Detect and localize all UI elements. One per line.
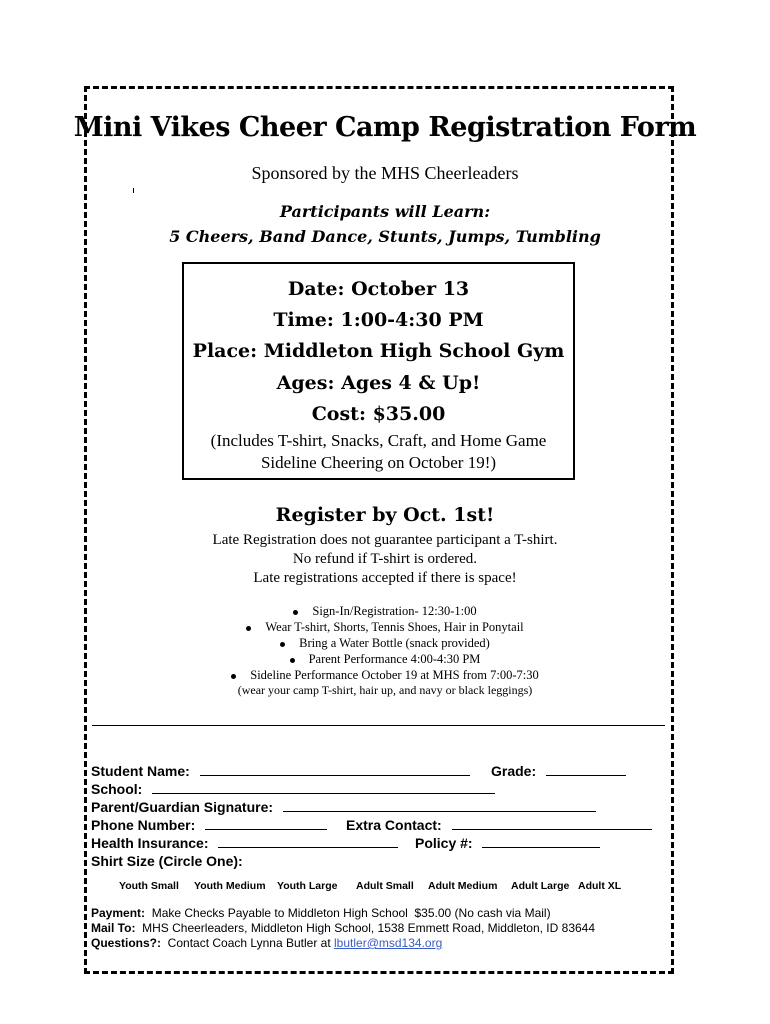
school-row [91,781,495,797]
questions-label: Questions?: [91,936,162,950]
health-insurance-row [91,835,398,851]
event-cost: Cost: $35.00 [311,403,446,425]
policy-label: Policy #: [415,835,473,851]
event-info-box [182,262,575,480]
cut-line [92,725,665,726]
cost-note [184,430,573,474]
parent-signature-row [91,799,596,815]
phone-label: Phone Number: [91,817,196,833]
policy-row [415,835,600,851]
parent-signature-field[interactable] [283,799,596,812]
list-item [0,635,770,651]
list-item [0,651,770,667]
register-heading: Register by Oct. 1st! [275,504,495,526]
extra-contact-field[interactable] [452,817,652,830]
event-date: Date: October 13 [287,278,470,300]
register-note-3: Late registrations accepted if there is space! [253,570,517,586]
phone-row [91,817,327,833]
register-note-2: No refund if T-shirt is ordered. [292,551,478,567]
shirt-size-label: Shirt Size (Circle One): [91,853,243,869]
stray-mark [133,188,134,193]
size-option-adult-medium[interactable]: Adult Medium [428,880,498,892]
event-time: Time: 1:00-4:30 PM [273,309,484,331]
size-option-youth-small[interactable]: Youth Small [119,880,179,892]
questions-line [91,936,442,950]
list-item-text: Parent Performance 4:00-4:30 PM [308,652,481,666]
event-ages: Ages: Ages 4 & Up! [276,372,481,394]
school-field[interactable] [152,781,495,794]
list-item-text: Sign-In/Registration- 12:30-1:00 [312,604,477,618]
grade-label: Grade: [491,763,537,779]
camp-details-list [0,603,770,683]
grade-field[interactable] [546,763,626,776]
mail-line [91,921,595,935]
mail-text: MHS Cheerleaders, Middleton High School, 1538 Emmett Road, Middleton, ID 83644 [135,921,596,935]
form-title: Mini Vikes Cheer Camp Registration Form [73,112,697,143]
payment-text: Make Checks Payable to Middleton High School $35.00 (No cash via Mail) [145,906,551,920]
size-option-adult-xl[interactable]: Adult XL [578,880,622,892]
list-item [0,667,770,683]
bullet-icon [231,674,236,679]
bullet-icon [290,658,295,663]
size-option-adult-small[interactable]: Adult Small [356,880,414,892]
questions-text: Contact Coach Lynna Butler at [161,936,335,950]
payment-line [91,906,551,920]
parent-signature-label: Parent/Guardian Signature: [91,799,274,815]
list-item [0,603,770,619]
leggings-note: (wear your camp T-shirt, hair up, and navy or black leggings) [237,683,533,697]
student-name-row [91,763,470,779]
learn-heading: Participants will Learn: [279,202,491,221]
learn-list: 5 Cheers, Band Dance, Stunts, Jumps, Tumbling [169,227,601,246]
size-option-youth-large[interactable]: Youth Large [277,880,338,892]
list-item [0,619,770,635]
health-insurance-field[interactable] [218,835,398,848]
bullet-icon [293,610,298,615]
bullet-icon [280,642,285,647]
email-link[interactable]: lbutler@msd134.org [334,936,443,950]
event-place: Place: Middleton High School Gym [192,340,565,362]
register-note-1: Late Registration does not guarantee participant a T-shirt. [212,532,558,548]
size-option-youth-medium[interactable]: Youth Medium [194,880,266,892]
health-insurance-label: Health Insurance: [91,835,209,851]
bullet-icon [246,626,251,631]
list-item-text: Bring a Water Bottle (snack provided) [299,636,490,650]
list-item-text: Sideline Performance October 19 at MHS from 7:00-7:30 [250,668,539,682]
size-option-adult-large[interactable]: Adult Large [511,880,570,892]
extra-contact-row [346,817,652,833]
policy-field[interactable] [482,835,600,848]
student-name-field[interactable] [200,763,470,776]
mail-label: Mail To: [91,921,136,935]
shirt-size-row [91,853,243,869]
phone-field[interactable] [205,817,327,830]
list-item-text: Wear T-shirt, Shorts, Tennis Shoes, Hair in Ponytail [265,620,524,634]
cost-note-line1: (Includes T-shirt, Snacks, Craft, and Home Game [210,431,547,450]
grade-row [491,763,626,779]
extra-contact-label: Extra Contact: [346,817,442,833]
student-name-label: Student Name: [91,763,190,779]
cost-note-line2: Sideline Cheering on October 19!) [260,453,497,472]
payment-label: Payment: [91,906,146,920]
school-label: School: [91,781,143,797]
sponsor-line: Sponsored by the MHS Cheerleaders [251,163,519,183]
